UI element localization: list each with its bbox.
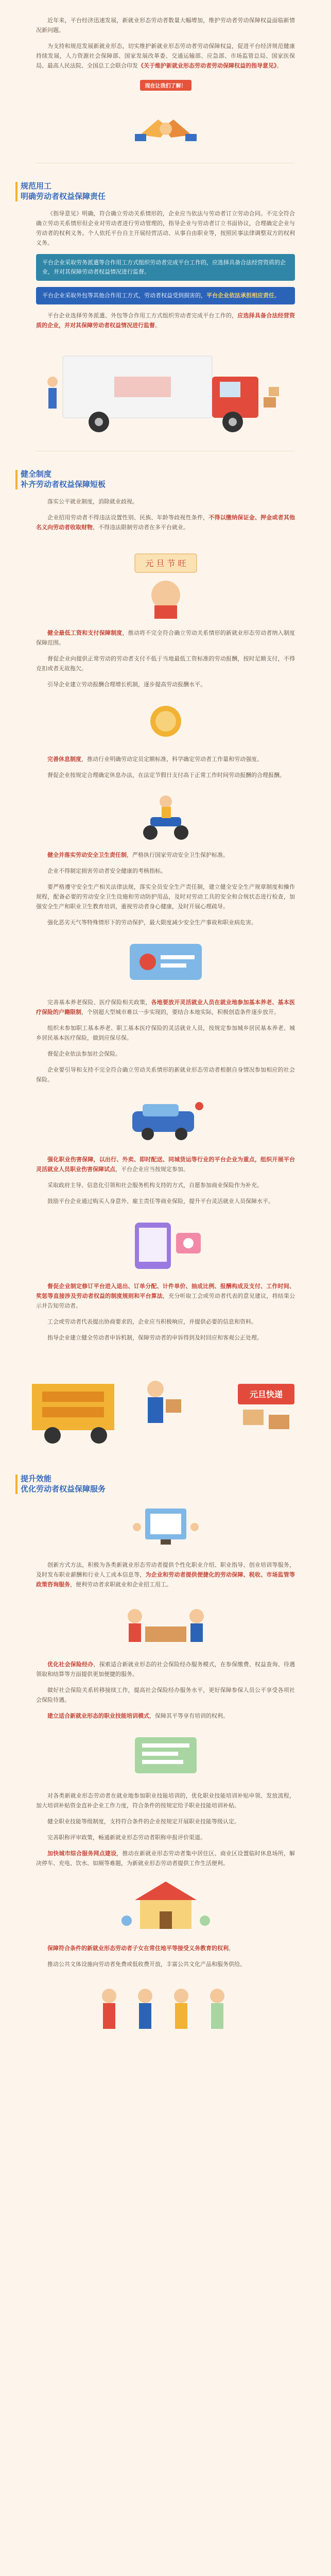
delivery-truck-illustration [42, 341, 289, 444]
section-1-paragraph-1: 《指导意见》明确，符合确立劳动关系情形的，企业应当依法与劳动者订立劳动合同。不完全符合确立劳动关系情形但企业对劳动者进行劳动管理的，指导企业与劳动者订立书面协议，合理确定企业与劳动者的权利义务。个人依托平台自主开展经营活动、从事自由职业等，按照民事法律调整双方的权利义务。 [36, 210, 295, 246]
sec2-item [36, 1049, 295, 1059]
section-standardize-employment [0, 171, 331, 444]
sec2-item [36, 654, 295, 673]
intro-text-a: 为支持和规范发展新就业形态，切实维护新就业形态劳动者劳动保障权益，促进平台经济规范健康持续发展，人力资源社会保障部、国家发展改革委、交通运输部、应急部、市场监管总局、国家医保局、最高人民法院、全国总工会联合印发 [36, 43, 295, 69]
item-text: 完善基本养老保险、医疗保险相关政策， [47, 999, 151, 1006]
item-text: ，不得违法限制劳动者在多平台就业。 [93, 524, 189, 531]
callout-2-highlight: 平台企业依法承担相应责任 [206, 292, 274, 299]
insurance-card-illustration [119, 934, 212, 990]
item-text: 创新方式方法，积极为各类新就业形态劳动者提供个性化职业介绍、职业指导、创业培训等服务，及时发布职业薪酬和行业人工成本信息等， [36, 1562, 295, 1578]
section-improve-service [0, 1463, 331, 2037]
delivery-car-illustration [122, 1091, 210, 1147]
item-text: 组织未参加职工基本养老、职工基本医疗保险的灵活就业人员，按规定参加城乡居民基本养老、城乡居民基本医疗保险，做到应保尽保。 [36, 1025, 295, 1041]
section-1-callout-1: 平台企业采取劳务派遣等合作用工方式组织劳动者完成平台工作的，应选择具备合法经营资质的企业，并对其保障劳动者权益情况进行监督。 [36, 254, 295, 281]
sec2-item [36, 513, 295, 532]
sec3-item [36, 1849, 295, 1868]
sec2-item [36, 882, 295, 911]
item-highlight: 不得以缴纳保证金、押金或者其他名义向劳动者收取财物 [36, 514, 295, 531]
sec3-item [36, 1560, 295, 1589]
sec2-item [36, 680, 295, 689]
community-illustration [78, 1975, 253, 2037]
item-text: 引导企业建立劳动报酬合理增长机制，逐步提高劳动报酬水平。 [47, 681, 206, 688]
sec1-p2-highlight: 应选择具备合法经营资质的企业，并对其保障劳动者权益情况进行监督 [36, 312, 295, 329]
express-delivery-sign: 元旦快递 [249, 1389, 283, 1399]
sec3-item [36, 1817, 295, 1826]
item-text: 落实公平就业制度，消除就业歧视。 [47, 498, 138, 505]
sec3-item [36, 1943, 295, 1953]
item-text: ，探索适合新就业形态的社会保险经办服务模式，在参保缴费、权益查询、待遇领取和结算等方面提供更加便捷的服务。 [36, 1661, 295, 1677]
item-text: 企业招用劳动者不得违法设置性别、民族、年龄等歧视性条件， [47, 514, 209, 521]
new-year-sign-illustration [114, 538, 217, 621]
sec2-item [36, 997, 295, 1017]
section-3-title-line2: 优化劳动者权益保障服务 [21, 1484, 106, 1494]
item-text: 督促企业依法参加社会保险。 [47, 1050, 121, 1057]
item-text: ，严格执行国家劳动安全卫生保护标准。 [127, 852, 229, 858]
intro-paragraph-1: 近年来，平台经济迅速发展，新就业形态劳动者数量大幅增加，维护劳动者劳动保障权益面临新情况新问题。 [36, 17, 295, 33]
training-illustration [119, 1727, 212, 1784]
intro-paragraph-2 [36, 41, 295, 71]
item-text: ，充分听取工会或劳动者代表的意见建议，将结果公示并告知劳动者。 [36, 1293, 295, 1309]
coin-reward-illustration [135, 696, 197, 747]
sec2-item [36, 866, 295, 876]
sec1-p2-text-b: 。 [155, 322, 161, 329]
item-highlight: 完善休息制度 [47, 756, 81, 762]
sec2-item [36, 1196, 295, 1206]
sec2-item [36, 1065, 295, 1084]
section-improve-system [0, 459, 331, 1343]
section-1-callout-2 [36, 287, 295, 304]
item-text: ，推动行业明确劳动定员定额标准，科学确定劳动者工作量和劳动强度。 [81, 756, 263, 762]
section-2-title [21, 469, 106, 489]
sec1-p2-text-a: 平台企业选择劳务派遣、外包等合作用工方式组织劳动者完成平台工作的， [47, 312, 238, 319]
sec3-item [36, 1959, 295, 1969]
section-2-title-line1: 健全制度 [21, 469, 52, 479]
item-text: 做好社会保险关系转移接续工作，提高社会保险经办服务水平，更好保障参保人员公平享受各项社会保险待遇。 [36, 1687, 295, 1703]
item-text: 督促企业向提供正常劳动的劳动者支付不低于当地最低工资标准的劳动报酬，按时足额支付，不得克扣或者无故拖欠。 [36, 655, 295, 672]
item-highlight: 督促企业制定修订平台进入退出、订单分配、计件单价、抽成比例、报酬构成及支付、工作时间、奖惩等直接涉及劳动者权益的制度规则和平台算法 [36, 1283, 295, 1299]
item-highlight: 各地要放开灵活就业人员在就业地参加基本养老、基本医疗保险的户籍限制 [36, 999, 295, 1015]
sec2-item [36, 1333, 295, 1343]
title-bar-decor [15, 182, 18, 201]
section-1-title-line1: 规范用工 [21, 181, 52, 191]
item-text: 工会或劳动者代表提出协商要求的，企业应当积极响应，并提供必要的信息和资料。 [47, 1318, 257, 1325]
item-text: 企业要引导和支持不完全符合确立劳动关系情形的新就业形态劳动者根据自身情况参加相应的社会保险。 [36, 1066, 295, 1083]
item-highlight: 加快城市综合服务网点建设 [47, 1850, 117, 1857]
item-text: ，推动将不完全符合确立劳动关系情形的新就业形态劳动者纳入制度保障范围。 [36, 630, 295, 646]
sec2-item [36, 628, 295, 648]
intro-highlight: 《关于维护新就业形态劳动者劳动保障权益的指导意见》 [138, 62, 277, 69]
callout-2-text-b: 。 [274, 292, 280, 299]
section-3-title [21, 1473, 106, 1494]
item-text: 推动公共文体设施向劳动者免费或低收费开放，丰富公共文化产品和服务供给。 [47, 1961, 246, 1968]
item-highlight: 优化社会保险经办 [47, 1661, 94, 1668]
item-text: 。 [229, 1945, 234, 1952]
handshake-illustration [130, 99, 202, 156]
section-1-title-line2: 明确劳动者权益保障责任 [21, 192, 106, 201]
item-text: ，平台企业应当按规定参加。 [115, 1166, 189, 1173]
intro-badge: 现在让我们了解！ [140, 80, 191, 91]
sec2-item [36, 754, 295, 764]
item-highlight: 健全最低工资和支付保障制度 [47, 630, 123, 636]
sec2-item [36, 1281, 295, 1311]
item-highlight: 强化职业伤害保障，以出行、外卖、即时配送、同城货运等行业的平台企业为重点，组织开展平台灵活就业人员职业伤害保障试点 [36, 1156, 295, 1173]
sec2-item [36, 1023, 295, 1043]
sec3-item [36, 1833, 295, 1842]
section-1-title [21, 181, 106, 201]
item-text: ，推动在新就业形态劳动者集中居住区、商业区设置临时休息场所，解决停车、充电、饮水、如厕等难题，为新就业形态劳动者提供工作生活便利。 [36, 1850, 295, 1867]
online-service-illustration [125, 1501, 207, 1553]
callout-2-text-a: 平台企业采取外包等其他合作用工方式，劳动者权益受到损害的， [42, 292, 206, 299]
sec2-item [36, 1317, 295, 1327]
phone-app-illustration [119, 1212, 212, 1274]
sec2-item [36, 1155, 295, 1174]
item-highlight: 建立适合新就业形态的职业技能培训模式 [47, 1713, 149, 1719]
item-text: 完善职称评审政策，畅通新就业形态劳动者职称申报评价渠道。 [47, 1834, 206, 1841]
new-year-sign-text: 元 旦 节 旺 [145, 558, 186, 568]
item-highlight: 保障符合条件的新就业形态劳动者子女在常住地平等接受义务教育的权利 [47, 1945, 229, 1952]
item-text: 督促企业按规定合理确定休息办法，在法定节假日支付高于正常工作时间劳动报酬的合理报酬。 [47, 772, 285, 778]
sec2-item [36, 770, 295, 780]
sec2-item [36, 1180, 295, 1190]
item-text: 鼓励平台企业通过购买人身意外、雇主责任等商业保险，提升平台灵活就业人员保障水平。 [47, 1198, 274, 1205]
sec3-item [36, 1711, 295, 1721]
item-text: 健全职业技能等级制度，支持符合条件的企业按规定开展职业技能等级认定。 [47, 1818, 240, 1825]
sec2-item [36, 850, 295, 860]
item-text: ，便利劳动者求职就业和企业招工用工。 [70, 1581, 172, 1588]
sec2-item [36, 918, 295, 927]
item-text: ，个别超大型城市难以一步实现的，要结合本地实际，积极创造条件逐步放开。 [81, 1009, 280, 1015]
section-3-title-line1: 提升效能 [21, 1474, 52, 1483]
scooter-rider-illustration [130, 786, 202, 843]
item-text: 采取政府主导、信息化引领和社会服务机构支持的方式，自愿参加商业保险作为补充。 [47, 1182, 263, 1189]
service-station-illustration [114, 1874, 217, 1936]
item-text: 企业不得制定损害劳动者安全健康的考核指标。 [47, 868, 166, 874]
sec3-item [36, 1685, 295, 1705]
express-delivery-illustration [22, 1353, 310, 1456]
sec2-item [36, 497, 295, 506]
section-2-title-line2: 补齐劳动者权益保障短板 [21, 480, 106, 489]
intro-section [0, 0, 331, 156]
item-text: 要严格遵守安全生产相关法律法规，落实全员安全生产责任制，建立健全安全生产规章制度和操作规程，配备必要的劳动安全卫生设施和劳动防护用品，及时对劳动工具的安全和合规状态进行检查，加强安全生产和职业卫生教育培训，重视劳动者身心健康，及时开展心理疏导。 [36, 884, 295, 910]
title-bar-decor [15, 1475, 18, 1494]
item-highlight: 为企业和劳动者提供便捷化的劳动保障、税收、市场监管等政策咨询服务 [36, 1571, 295, 1588]
item-text: 对各类新就业形态劳动者在就业地参加职业技能培训的，优化职业技能培训补贴申领、发放流程，加大培训补贴资金直补企业工作力度，符合条件的按规定给予职业技能培训补贴。 [36, 1792, 295, 1809]
section-1-paragraph-2 [36, 311, 295, 330]
consultation-illustration [114, 1596, 217, 1652]
title-bar-decor [15, 470, 18, 489]
sec3-item [36, 1659, 295, 1679]
intro-text-b: 。 [276, 62, 283, 69]
sec3-item [36, 1791, 295, 1810]
item-text: 强化恶劣天气等特殊情形下的劳动保护，最大限度减少安全生产事故和职业病危害。 [47, 919, 257, 926]
item-text: ，保障其平等享有培训的权利。 [149, 1713, 229, 1719]
item-highlight: 健全并落实劳动安全卫生责任制 [47, 852, 127, 858]
item-text: 指导企业建立健全劳动者申诉机制，保障劳动者的申诉得到及时回应和客观公正处理。 [47, 1334, 263, 1341]
